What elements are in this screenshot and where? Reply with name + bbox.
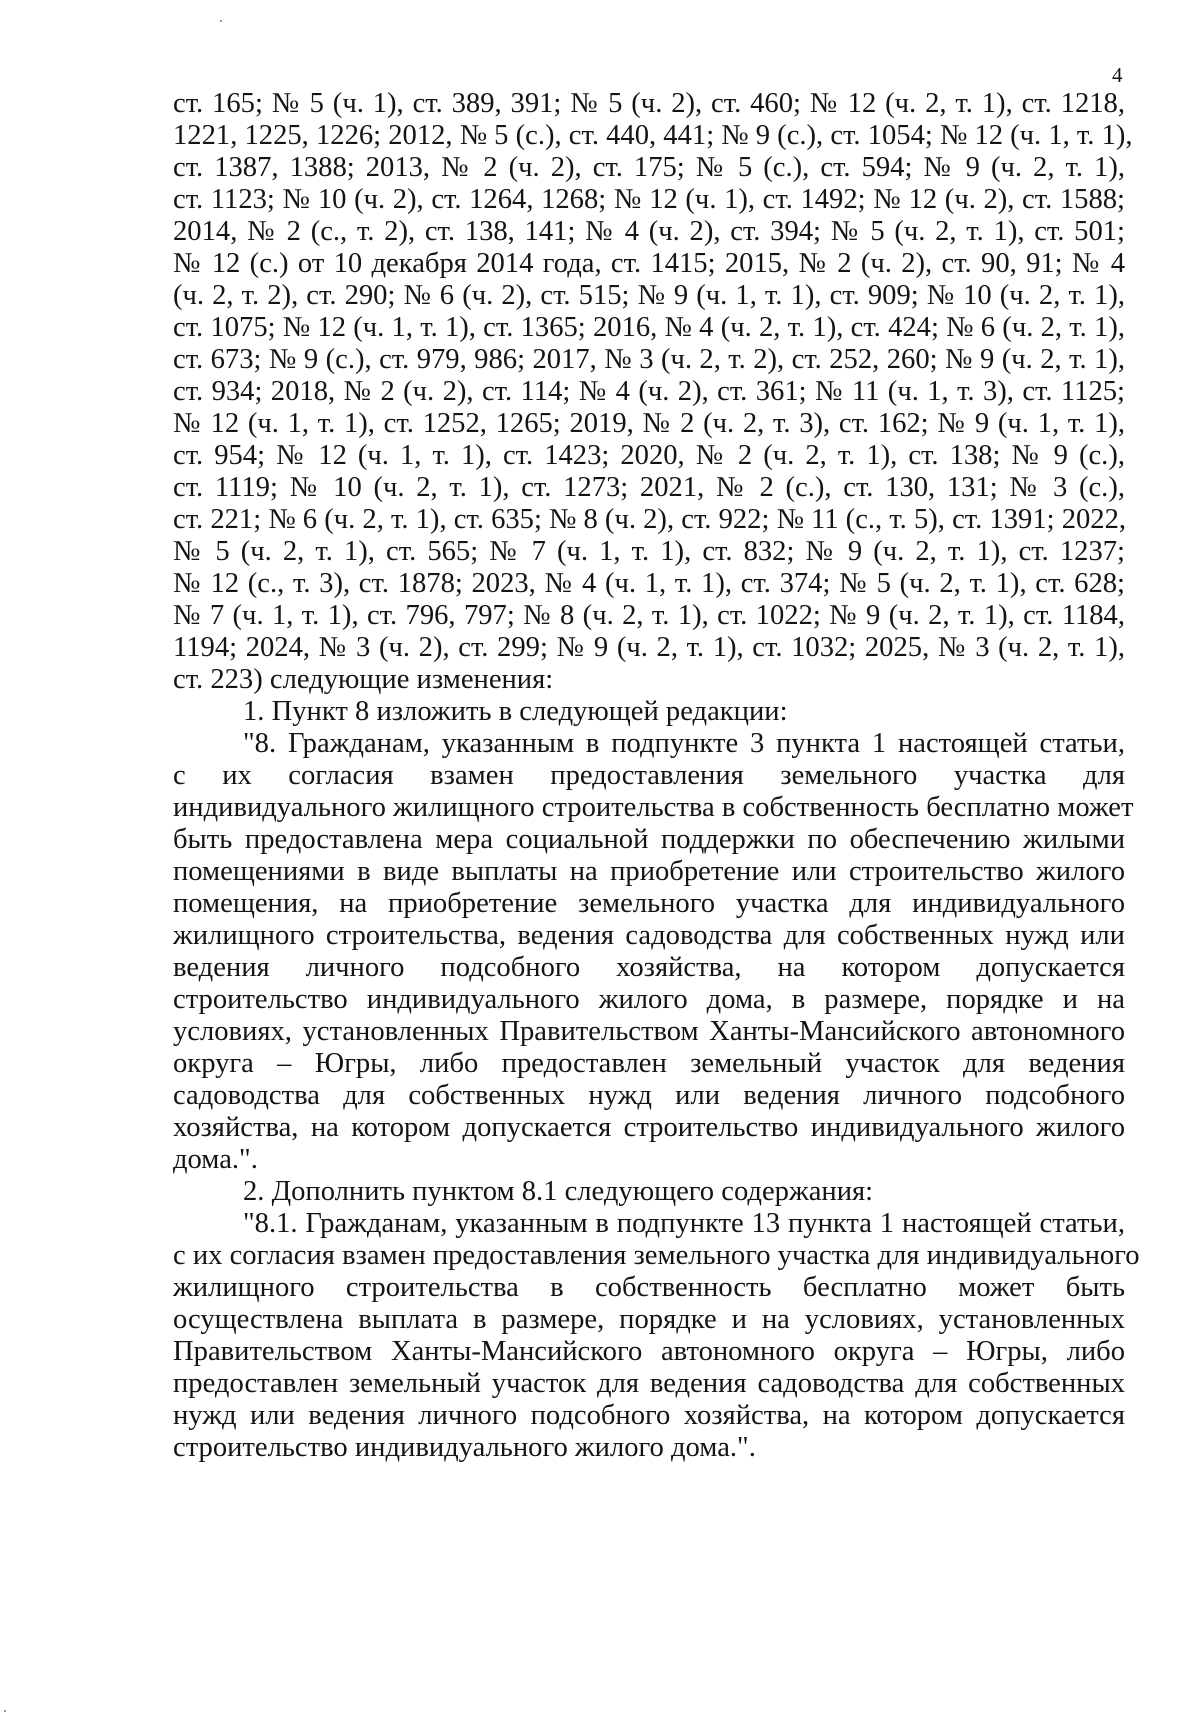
text-line: помещения, на приобретение земельного участка для индивидуального bbox=[173, 888, 1125, 919]
text-line: строительство индивидуального жилого дома, в размере, порядке и на bbox=[173, 984, 1125, 1015]
text-line: 1221, 1225, 1226; 2012, № 5 (с.), ст. 440, 441; № 9 (с.), ст. 1054; № 12 (ч. 1, т. 1), bbox=[173, 120, 1133, 151]
text-line: ведения личного подсобного хозяйства, на котором допускается bbox=[173, 952, 1125, 983]
text-line: с их согласия взамен предоставления земельного участка для bbox=[173, 760, 1125, 791]
text-line: ст. 934; 2018, № 2 (ч. 2), ст. 114; № 4 (ч. 2), ст. 361; № 11 (ч. 1, т. 3), ст. 1125; bbox=[173, 376, 1125, 407]
text-line: ст. 954; № 12 (ч. 1, т. 1), ст. 1423; 2020, № 2 (ч. 2, т. 1), ст. 138; № 9 (с.), bbox=[173, 440, 1125, 471]
scan-speck bbox=[4, 1710, 6, 1712]
text-line: строительство индивидуального жилого дома.". bbox=[173, 1432, 756, 1463]
text-line: условиях, установленных Правительством Ханты-Мансийского автономного bbox=[173, 1016, 1125, 1047]
text-line: нужд или ведения личного подсобного хозяйства, на котором допускается bbox=[173, 1400, 1125, 1431]
text-line: ст. 673; № 9 (с.), ст. 979, 986; 2017, № 3 (ч. 2, т. 2), ст. 252, 260; № 9 (ч. 2, т. 1), bbox=[173, 344, 1125, 375]
text-line: "8.1. Гражданам, указанным в подпункте 13 пункта 1 настоящей статьи, bbox=[243, 1208, 1125, 1239]
text-line: 1194; 2024, № 3 (ч. 2), ст. 299; № 9 (ч. 2, т. 1), ст. 1032; 2025, № 3 (ч. 2, т. 1), bbox=[173, 632, 1125, 663]
text-line: (ч. 2, т. 2), ст. 290; № 6 (ч. 2), ст. 515; № 9 (ч. 1, т. 1), ст. 909; № 10 (ч. 2, т. 1), bbox=[173, 280, 1125, 311]
text-line: дома.". bbox=[173, 1144, 258, 1175]
text-line: индивидуального жилищного строительства в собственность бесплатно может bbox=[173, 792, 1134, 823]
text-line: 2014, № 2 (с., т. 2), ст. 138, 141; № 4 (ч. 2), ст. 394; № 5 (ч. 2, т. 1), ст. 501; bbox=[173, 216, 1125, 247]
text-line: с их согласия взамен предоставления земельного участка для индивидуального bbox=[173, 1240, 1140, 1271]
text-line: ст. 165; № 5 (ч. 1), ст. 389, 391; № 5 (ч. 2), ст. 460; № 12 (ч. 2, т. 1), ст. 1218, bbox=[173, 88, 1125, 119]
text-line: ст. 221; № 6 (ч. 2, т. 1), ст. 635; № 8 (ч. 2), ст. 922; № 11 (с., т. 5), ст. 1391; 2022, bbox=[173, 504, 1127, 535]
text-line: быть предоставлена мера социальной поддержки по обеспечению жилыми bbox=[173, 824, 1125, 855]
text-line: жилищного строительства, ведения садоводства для собственных нужд или bbox=[173, 920, 1125, 951]
text-line: № 7 (ч. 1, т. 1), ст. 796, 797; № 8 (ч. 2, т. 1), ст. 1022; № 9 (ч. 2, т. 1), ст. 1184, bbox=[173, 600, 1125, 631]
text-line: № 12 (ч. 1, т. 1), ст. 1252, 1265; 2019, № 2 (ч. 2, т. 3), ст. 162; № 9 (ч. 1, т. 1), bbox=[173, 408, 1125, 439]
text-line: 2. Дополнить пунктом 8.1 следующего содержания: bbox=[243, 1176, 874, 1207]
text-line: Правительством Ханты-Мансийского автономного округа – Югры, либо bbox=[173, 1336, 1125, 1367]
text-line: садоводства для собственных нужд или ведения личного подсобного bbox=[173, 1080, 1125, 1111]
text-line: ст. 1123; № 10 (ч. 2), ст. 1264, 1268; № 12 (ч. 1), ст. 1492; № 12 (ч. 2), ст. 1588; bbox=[173, 184, 1125, 215]
text-line: округа – Югры, либо предоставлен земельный участок для ведения bbox=[173, 1048, 1125, 1079]
text-line: ст. 223) следующие изменения: bbox=[173, 664, 554, 695]
document-body bbox=[173, 88, 1140, 1464]
text-line: жилищного строительства в собственность бесплатно может быть bbox=[173, 1272, 1125, 1303]
text-line: осуществлена выплата в размере, порядке и на условиях, установленных bbox=[173, 1304, 1125, 1335]
scan-speck bbox=[220, 20, 222, 22]
text-line: ст. 1119; № 10 (ч. 2, т. 1), ст. 1273; 2021, № 2 (с.), ст. 130, 131; № 3 (с.), bbox=[173, 472, 1125, 503]
text-line: "8. Гражданам, указанным в подпункте 3 пункта 1 настоящей статьи, bbox=[243, 728, 1125, 759]
text-line: № 12 (с.) от 10 декабря 2014 года, ст. 1415; 2015, № 2 (ч. 2), ст. 90, 91; № 4 bbox=[173, 248, 1125, 279]
text-line: предоставлен земельный участок для ведения садоводства для собственных bbox=[173, 1368, 1125, 1399]
page-number: 4 bbox=[1112, 63, 1123, 87]
text-line: 1. Пункт 8 изложить в следующей редакции: bbox=[243, 696, 788, 727]
text-line: хозяйства, на котором допускается строительство индивидуального жилого bbox=[173, 1112, 1125, 1143]
text-line: ст. 1075; № 12 (ч. 1, т. 1), ст. 1365; 2016, № 4 (ч. 2, т. 1), ст. 424; № 6 (ч. 2, т. 1), bbox=[173, 312, 1125, 343]
text-line: № 5 (ч. 2, т. 1), ст. 565; № 7 (ч. 1, т. 1), ст. 832; № 9 (ч. 2, т. 1), ст. 1237; bbox=[173, 536, 1125, 567]
text-line: помещениями в виде выплаты на приобретение или строительство жилого bbox=[173, 856, 1125, 887]
text-line: ст. 1387, 1388; 2013, № 2 (ч. 2), ст. 175; № 5 (с.), ст. 594; № 9 (ч. 2, т. 1), bbox=[173, 152, 1125, 183]
text-line: № 12 (с., т. 3), ст. 1878; 2023, № 4 (ч. 1, т. 1), ст. 374; № 5 (ч. 2, т. 1), ст. 628; bbox=[173, 568, 1125, 599]
